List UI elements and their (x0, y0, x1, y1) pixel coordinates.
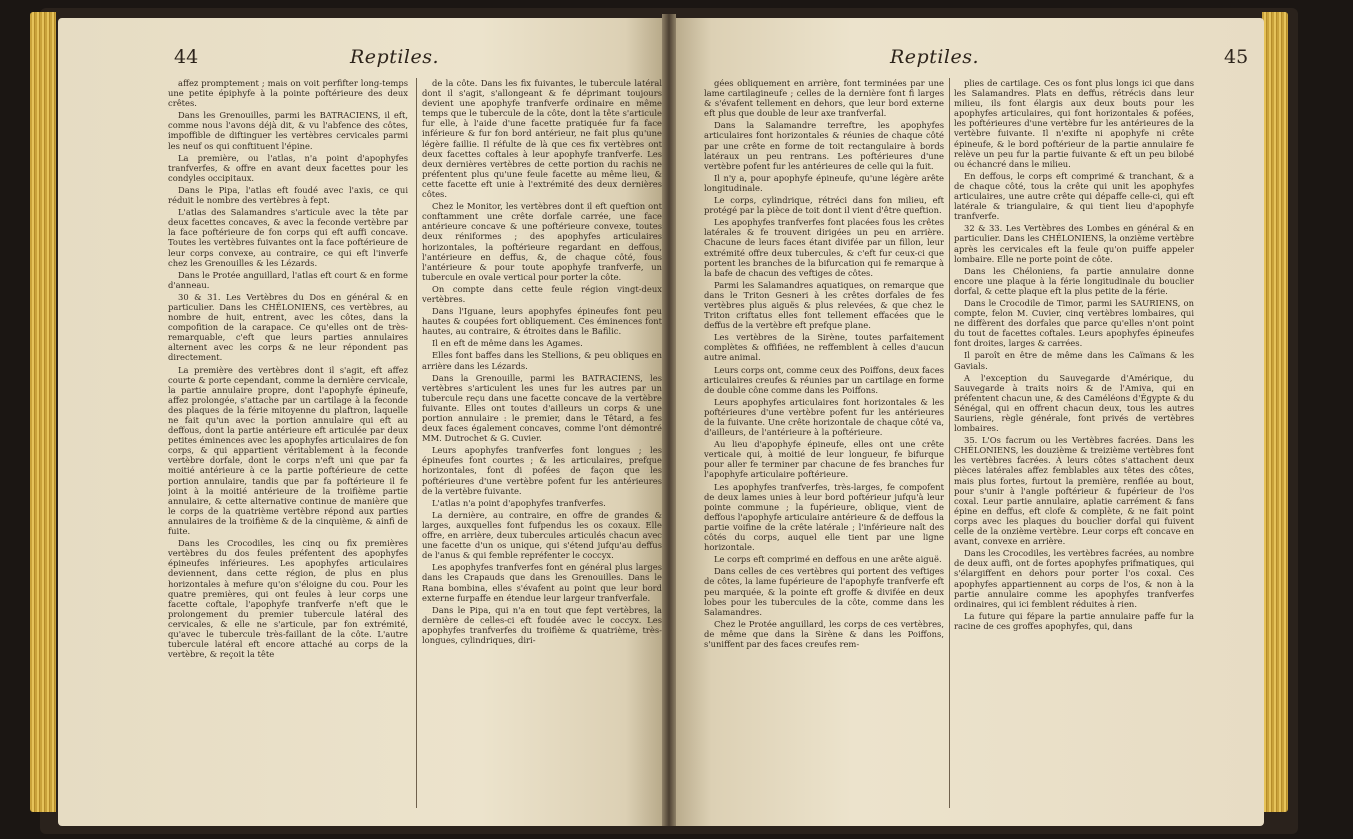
paragraph: Leurs apophyfes articulaires font horizontales & les poftérieures d'une vertèbre pofent fur les antérieures de la fuivante. Une crête horizontale de chaque côté va, d'ailleurs, de l'antérieure à la poftérieure. (704, 396, 944, 438)
paragraph: Les apophyfes tranfverfes font placées fous les crêtes latérales & fe trouvent dirigées un peu en arrière. Chacune de leurs faces étant divifée par un fillon, leur extrémité offre deux tubercules, & c'eft fur ceux-ci que portent les branches de la bifurcation qui fe remarque à la bafe de chacun des veftiges de côtes. (704, 217, 944, 278)
paragraph: Leurs corps ont, comme ceux des Poiffons, deux faces articulaires creufes & réunies par un cartilage en forme de double cône comme dans les Poiffons. (704, 364, 944, 395)
paragraph: Chez le Monitor, les vertèbres dont il eft queftion ont conftamment une crête dorfale carrée, une face antérieure concave & une poftérieure convexe, toutes deux réniformes ; des apophyfes articulaires horizontales, la poftérieure regardant en deffous, l'antérieure en deffus, &, de chaque côté, fous l'antérieure & pour toute apophyfe tranfverfe, un tubercule en ovale vertical pour porter la côte. (422, 201, 662, 282)
paragraph: Leurs apophyfes tranfverfes font longues ; les épineufes font courtes ; & les articulaires, prefque horizontales, font di pofées de façon que les poftérieures d'une vertèbre pofent fur les antérieures de la vertèbre fuivante. (422, 445, 662, 496)
paragraph: 35. L'Os facrum ou les Vertèbres facrées. Dans les CHÉLONIENS, les douzième & treizième vertèbres font les vertèbres facrées. À leurs côtes s'attachent deux pièces latérales affez femblables aux têtes des côtes, mais plus fortes, furtout la première, renflée au bout, pour s'unir à l'angle poftérieur & fupérieur de l'os coxal. Leur partie annulaire, aplatie carrément & fans épine en deffus, eft clofe & complète, & ne fait point corps avec les plaques du bouclier dorfal qui fuivent celle de la onzième vertèbre. Leur corps eft concave en avant, convexe en arrière. (954, 435, 1194, 547)
column-rule (949, 78, 950, 808)
paragraph: Les apophyfes tranfverfes font en général plus larges dans les Crapauds que dans les Grenouilles. Dans le Rana bombina, elles s'évafent au point que leur bord externe furpaffe en étendue leur largeur tranfverfale. (422, 562, 662, 603)
paragraph: La première, ou l'atlas, n'a point d'apophyfes tranfverfes, & offre en avant deux facettes pour les condyles occipitaux. (168, 152, 408, 183)
paragraph: plies de cartilage. Ces os font plus longs ici que dans les Salamandres. Plats en deffus, rétrécis dans leur milieu, ils font élargis aux deux bouts pour les apophyfes articulaires, qui font horizontales & pofées, les poftérieures d'une vertèbre fur les antérieures de la vertèbre fuivante. Il n'exifte ni apophyfe ni crête épineufe, & le bord poftérieur de la partie annulaire fe relève un peu fur la partie fuivante & eft un peu bilobé ou échancré dans le milieu. (954, 78, 1194, 169)
left-column-2 (422, 78, 662, 814)
paragraph: La première des vertèbres dont il s'agit, eft affez courte & porte cependant, comme la dernière cervicale, la partie annulaire propre, dont l'apophyfe épineufe, affez prolongée, s'attache par un cartilage à la feconde des plaques de la férie mitoyenne du plaftron, laquelle ne fait qu'un avec la portion annulaire qui eft au deffous, dont la partie antérieure eft articulée par deux petites éminences avec les apophyfes articulaires de fon corps, & qui appartient véritablement à la feconde vertèbre dorfale, dont le corps n'eft uni que par fa moitié antérieure à ce la partie poftérieure de cette portion annulaire, tandis que par fa poftérieure il fe joint à la moitié antérieure de la troifième partie annulaire, & cette alternative continue de manière que le corps de la quatrième vertèbre répond aux parties annulaires de la troifième & de la cinquième, & ainfi de fuite. (168, 364, 408, 537)
paragraph: Dans le Pipa, l'atlas eft foudé avec l'axis, ce qui réduit le nombre des vertèbres à fept. (168, 184, 408, 206)
paragraph: gées obliquement en arrière, font terminées par une lame cartilagineufe ; celles de la dernière font fi larges & s'évafent tellement en dehors, que leur bord externe eft plus que double de leur axe tranfverfal. (704, 78, 944, 119)
paragraph: Dans le Protée anguillard, l'atlas eft court & en forme d'anneau. (168, 269, 408, 290)
paragraph: Dans les Chéloniens, fa partie annulaire donne encore une plaque à la férie longitudinale du bouclier dorfal, & cette plaque eft la plus petite de la férie. (954, 265, 1194, 296)
paragraph: Dans celles de ces vertèbres qui portent des veftiges de côtes, la lame fupérieure de l'apophyfe tranfverfe eft peu marquée, & la pointe eft groffe & divifée en deux lobes pour les tubercules de la côte, comme dans les Salamandres. (704, 566, 944, 617)
paragraph: Dans les Crocodiles, les vertèbres facrées, au nombre de deux auffi, ont de fortes apophyfes prifmatiques, qui s'élargiffent en dehors pour porter l'os coxal. Ces apophyfes appartiennent au corps de l'os, & non à la partie annulaire comme les apophyfes tranfverfes ordinaires, qui ici femblent réduites à rien. (954, 548, 1194, 609)
paragraph: A l'exception du Sauvegarde d'Amérique, du Sauvegarde à traits noirs & de l'Amiva, qui en préfentent chacun une, & des Caméléons d'Égypte & du Sénégal, qui en offrent chacun deux, tous les autres Sauriens, règle générale, font privés de vertèbres lombaires. (954, 372, 1194, 434)
paragraph: 32 & 33. Les Vertèbres des Lombes en général & en particulier. Dans les CHÉLONIENS, la onzième vertèbre après les cervicales eft la feule qu'on puiffe appeler lombaire. Elle ne porte point de côte. (954, 223, 1194, 264)
paragraph: 30 & 31. Les Vertèbres du Dos en général & en particulier. Dans les CHÉLONIENS, ces vertèbres, au nombre de huit, entrent, avec les côtes, dans la compofition de la carapace. Ce qu'elles ont de très-remarquable, c'eft que leurs parties annulaires alternent avec les corps & ne leur répondent pas directement. (168, 291, 408, 363)
paragraph: Dans la Salamandre terreftre, les apophyfes articulaires font horizontales & réunies de chaque côté par une crête en forme de toit rectangulaire à bords latéraux un peu rentrans. Les poftérieures d'une vertèbre pofent fur les antérieures de celle qui la fuit. (704, 120, 944, 171)
right-page-edges (1262, 12, 1288, 812)
paragraph: Chez le Protée anguillard, les corps de ces vertèbres, de même que dans la Sirène & dans les Poiffons, s'uniffent par des faces creufes rem- (704, 618, 944, 649)
left-column-1 (168, 78, 408, 814)
left-page (58, 18, 662, 826)
paragraph: Dans l'Iguane, leurs apophyfes épineufes font peu hautes & coupées fort obliquement. Ces éminences font hautes, au contraire, & étroites dans le Bafilic. (422, 306, 662, 337)
paragraph: affez promptement ; mais on voit perfifter long-temps une petite épiphyfe à la pointe poftérieure des deux crêtes. (168, 78, 408, 109)
paragraph: Dans le Pipa, qui n'a en tout que fept vertèbres, la dernière de celles-ci eft foudée avec le coccyx. Les apophyfes tranfverfes du troifième & quatrième, très-longues, cylindriques, diri- (422, 604, 662, 645)
paragraph: Le corps eft comprimé en deffous en une arête aiguë. (714, 554, 942, 565)
paragraph: L'atlas des Salamandres s'articule avec la tête par deux facettes concaves, & avec la feconde vertèbre par la face poftérieure de fon corps qui eft auffi concave. Toutes les vertèbres fuivantes ont la face poftérieure de leur corps convexe, au contraire, ce qui eft l'inverfe chez les Grenouilles & les Lézards. (168, 207, 408, 268)
paragraph: Le corps, cylindrique, rétréci dans fon milieu, eft protégé par la pièce de toit dont il vient d'être queftion. (704, 195, 944, 216)
paragraph: L'atlas n'a point d'apophyfes tranfverfes. (432, 497, 606, 508)
right-page-number: 45 (1224, 46, 1249, 68)
paragraph: Il en eft de même dans les Agames. (432, 338, 583, 349)
left-page-number: 44 (174, 46, 199, 68)
paragraph: En deffous, le corps eft comprimé & tranchant, & a de chaque côté, tous la crête qui unit les apophyfes articulaires, une autre crête qui dépaffe celle-ci, qui eft latérale & triangulaire, & qui tient lieu d'apophyfe tranfverfe. (954, 170, 1194, 222)
paragraph: Parmi les Salamandres aquatiques, on remarque que dans le Triton Gesneri à les crêtes dorfales de fes vertèbres plus aiguës & plus relevées, & que chez le Triton criftatus elles font tellement effacées que le deffus de la vertèbre eft prefque plane. (704, 279, 944, 331)
paragraph: Dans la Grenouille, parmi les BATRACIENS, les vertèbres s'articulent les unes fur les autres par un tubercule reçu dans une facette concave de la vertèbre fuivante. Elles ont toutes d'ailleurs un corps & une portion annulaire : le premier, dans le Têtard, a fes deux faces également concaves, comme l'ont démontré MM. Dutrochet & G. Cuvier. (422, 372, 662, 444)
paragraph: Elles font baffes dans les Stellions, & peu obliques en arrière dans les Lézards. (422, 350, 662, 371)
paragraph: Dans les Grenouilles, parmi les BATRACIENS, il eft, comme nous l'avons déjà dit, & vu l'abfence des côtes, impoffible de diftinguer les vertèbres cervicales parmi les neuf os qui conftituent l'épine. (168, 110, 408, 151)
paragraph: La future qui fépare la partie annulaire paffe fur la racine de ces groffes apophyfes, qui, dans (954, 610, 1194, 631)
paragraph: Il paroît en être de même dans les Caïmans & les Gavials. (954, 350, 1194, 371)
paragraph: Il n'y a, pour apophyfe épineufe, qu'une légère arête longitudinale. (704, 172, 944, 193)
column-rule (416, 78, 417, 808)
book-spine (662, 14, 676, 826)
right-column-1 (704, 78, 944, 814)
left-page-edges (30, 12, 56, 812)
paragraph: Dans les Crocodiles, les cinq ou fix premières vertèbres du dos feules préfentent des apophyfes épineufes inférieures. Les apophyfes articulaires deviennent, dans cette région, de plus en plus horizontales à mefure qu'on s'éloigne du cou. Pour les quatre premières, qui ont feules à leur corps une facette coftale, l'apophyfe tranfverfe n'eft que le prolongement du premier tubercule latéral des cervicales, & elle ne s'articule, par fon extrémité, qu'avec le tubercule très-faillant de la côte. L'autre tubercule latéral eft encore attaché au corps de la vertèbre, & reçoit la tête (168, 538, 408, 660)
paragraph: Au lieu d'apophyfe épineufe, elles ont une crête verticale qui, à moitié de leur longueur, fe bifurque pour aller fe terminer par chacune de fes branches fur l'apophyfe articulaire poftérieure. (704, 439, 944, 480)
right-page (676, 18, 1264, 826)
paragraph: Les vertèbres de la Sirène, toutes parfaitement complètes & offifiées, ne reffemblent à celles d'aucun autre animal. (704, 332, 944, 363)
paragraph: Dans le Crocodile de Timor, parmi les SAURIENS, on compte, felon M. Cuvier, cinq vertèbres lombaires, qui ne diffèrent des dorfales que parce qu'elles n'ont point du tout de facettes coftales. Leurs apophyfes épineufes font droites, larges & carrées. (954, 297, 1194, 349)
left-running-head: Reptiles. (350, 46, 440, 68)
right-column-2 (954, 78, 1194, 814)
paragraph: La dernière, au contraire, en offre de grandes & larges, auxquelles font fufpendus les os coxaux. Elle offre, en arrière, deux tubercules articulés chacun avec une facette d'un os unique, qui s'étend jufqu'au deffus de l'anus & qui femble repréfenter le coccyx. (422, 509, 662, 561)
paragraph: de la côte. Dans les fix fuivantes, le tubercule latéral dont il s'agit, s'allongeant & fe déprimant toujours devient une apophyfe tranfverfe ordinaire en même temps que le tubercule de la côte, dont la tête s'articule fur elle, à l'aide d'une facette pratiquée fur fa face inférieure & fur fon bord antérieur, ne fait plus qu'une légère faillie. Il réfulte de là que ces fix vertèbres ont deux facettes coftales à leur apophyfe tranfverfe. Les deux dernières vertèbres de cette portion du rachis ne préfentent plus qu'une feule facette au même lieu, & cette facette eft unie à l'extrémité des deux dernières côtes. (422, 78, 662, 200)
paragraph: On compte dans cette feule région vingt-deux vertèbres. (422, 283, 662, 304)
paragraph: Les apophyfes tranfverfes, très-larges, fe compofent de deux lames unies à leur bord poftérieur jufqu'à leur pointe commune ; la fupérieure, oblique, vient de deffous l'apophyfe articulaire antérieure & de deffous la partie voifine de la crête latérale ; l'inférieure naît des côtés du corps, auquel elle tient par une ligne horizontale. (704, 481, 944, 553)
right-running-head: Reptiles. (890, 46, 980, 68)
